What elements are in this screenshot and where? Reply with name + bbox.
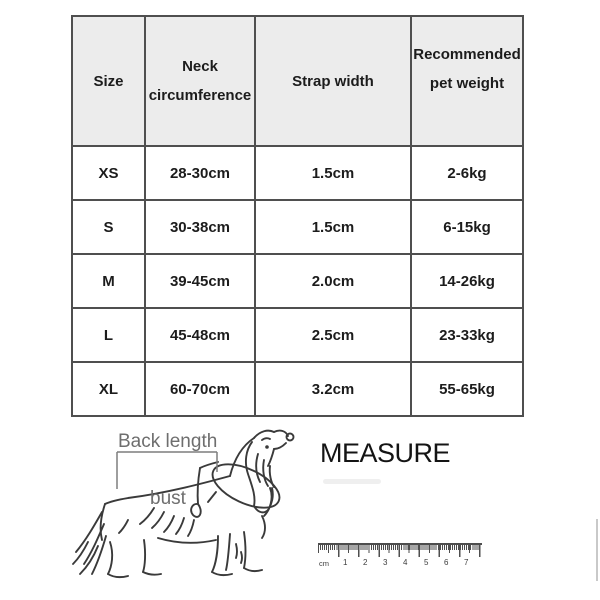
cell-neck: 60-70cm xyxy=(145,362,255,416)
col-header-neck xyxy=(145,16,255,146)
bust-label: bust xyxy=(150,488,186,509)
ruler-number-1: 1 xyxy=(343,558,348,567)
ruler-number-2: 2 xyxy=(363,558,368,567)
cell-strap: 3.2cm xyxy=(255,362,411,416)
ruler-unit-label: cm xyxy=(319,559,329,568)
measure-title: MEASURE xyxy=(320,438,451,468)
ruler-cm-ticks xyxy=(338,544,481,557)
cell-weight: 6-15kg xyxy=(411,200,523,254)
cell-size: XS xyxy=(72,146,145,200)
col-header-weight xyxy=(411,16,523,146)
ruler-number-5: 5 xyxy=(424,558,429,567)
header-weight-line1: Recommended xyxy=(413,46,521,63)
cell-weight: 23-33kg xyxy=(411,308,523,362)
header-neck-line2: circumference xyxy=(148,87,252,104)
cell-strap: 2.5cm xyxy=(255,308,411,362)
ruler-number-3: 3 xyxy=(383,558,388,567)
header-neck-line1: Neck xyxy=(182,58,218,75)
ruler-number-7: 7 xyxy=(464,558,469,567)
cell-size: L xyxy=(72,308,145,362)
table-header-row xyxy=(72,16,523,146)
cell-size: M xyxy=(72,254,145,308)
cell-weight: 2-6kg xyxy=(411,146,523,200)
table-row-m xyxy=(72,254,523,308)
col-header-strap xyxy=(255,16,411,146)
cell-size: S xyxy=(72,200,145,254)
ruler-number-6: 6 xyxy=(444,558,449,567)
table-row-xl xyxy=(72,362,523,416)
scan-smudge xyxy=(323,479,381,484)
header-size-label: Size xyxy=(93,72,124,90)
cell-weight: 55-65kg xyxy=(411,362,523,416)
back-length-label: Back length xyxy=(118,431,218,452)
image-edge-artifact xyxy=(596,519,598,581)
dog-measurement-illustration xyxy=(58,416,323,600)
cell-neck: 30-38cm xyxy=(145,200,255,254)
cell-neck: 39-45cm xyxy=(145,254,255,308)
header-strap-label: Strap width xyxy=(292,72,374,90)
table-row-xs xyxy=(72,146,523,200)
cell-size: XL xyxy=(72,362,145,416)
cell-neck: 45-48cm xyxy=(145,308,255,362)
cm-ruler xyxy=(316,543,483,569)
table-row-s xyxy=(72,200,523,254)
cell-strap: 2.0cm xyxy=(255,254,411,308)
ruler-number-4: 4 xyxy=(403,558,408,567)
header-weight-line2: pet weight xyxy=(429,75,505,92)
cell-strap: 1.5cm xyxy=(255,200,411,254)
size-chart-table xyxy=(71,15,524,417)
cell-strap: 1.5cm xyxy=(255,146,411,200)
table-row-l xyxy=(72,308,523,362)
cell-neck: 28-30cm xyxy=(145,146,255,200)
cell-weight: 14-26kg xyxy=(411,254,523,308)
col-header-size xyxy=(72,16,145,146)
